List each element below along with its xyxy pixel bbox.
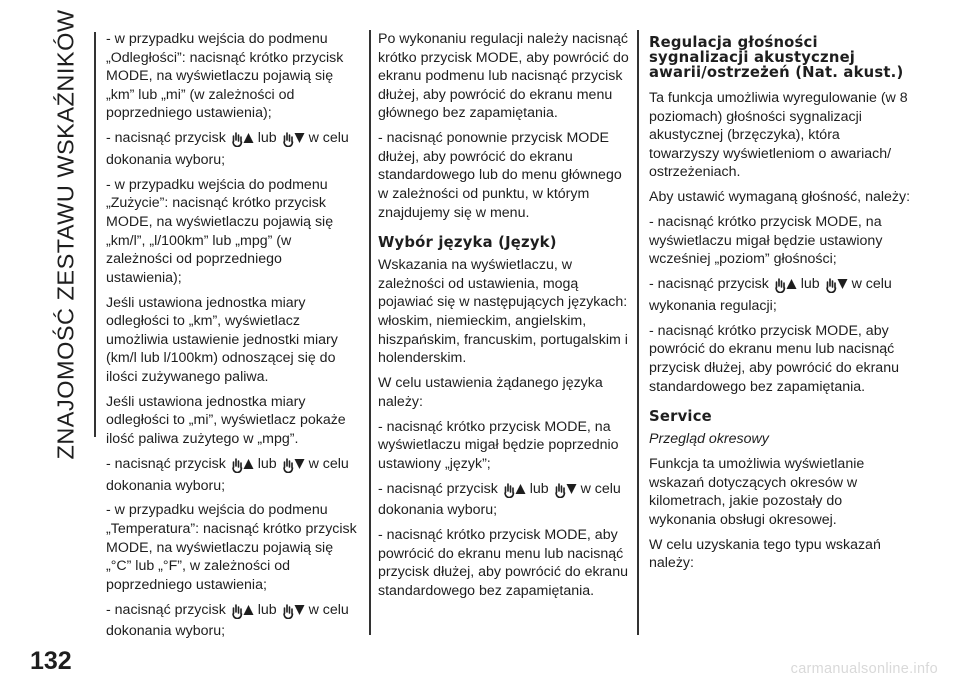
mode-up-button-icon xyxy=(231,604,254,623)
paragraph-button-instruction: - nacisnąć przycisk lub w celu dokonania wyboru; xyxy=(106,130,349,168)
sidebar-divider xyxy=(94,32,96,437)
paragraph: Jeśli ustawiona jednostka miary odległości to „km”, wyświetlacz umożliwia ustawienie jednostki miary (km/l lub l/100km) odnoszącej się do ilości zużywanego paliwa. xyxy=(106,294,338,385)
paragraph: - nacisnąć krótko przycisk MODE, na wyświetlaczu migał będzie ustawiony wcześniej „poziom” głośności; xyxy=(649,214,883,268)
mode-down-button-icon xyxy=(282,132,305,151)
mode-up-button-icon xyxy=(774,278,797,297)
watermark: carmanualsonline.info xyxy=(790,661,938,677)
paragraph-button-instruction: - nacisnąć przycisk lub w celu dokonania wyboru; xyxy=(378,480,621,519)
mode-down-button-icon xyxy=(554,483,577,502)
paragraph: Funkcja ta umożliwia wyświetlanie wskazań dotyczących okresów w kilometrach, jakie pozostały do wykonania obsługi okresowej. xyxy=(649,455,865,528)
paragraph: W celu uzyskania tego typu wskazań należy: xyxy=(649,536,881,572)
paragraph: Aby ustawić wymaganą głośność, należy: xyxy=(649,189,911,206)
mode-up-button-icon xyxy=(231,458,254,477)
text-column-2 xyxy=(378,30,631,607)
paragraph: - nacisnąć krótko przycisk MODE, na wyświetlaczu migał będzie poprzednio ustawiony „język”; xyxy=(378,418,619,472)
paragraph: - nacisnąć krótko przycisk MODE, aby powrócić do ekranu menu lub nacisnąć przycisk dłużej, aby powrócić do ekranu standardowego bez zapamiętania. xyxy=(378,527,628,599)
section-heading-buzzer-volume: Regulacja głośności sygnalizacji akustycznej awarii/ostrzeżeń (Nat. akust.) xyxy=(649,34,904,81)
section-heading-service: Service xyxy=(649,408,712,426)
paragraph: - nacisnąć ponownie przycisk MODE dłużej, aby powrócić do ekranu standardowego lub do menu głównego w zależności od punktu, w którym znajdujemy się w menu. xyxy=(378,130,622,221)
paragraph: - w przypadku wejścia do podmenu „Temperatura”: nacisnąć krótko przycisk MODE, na wyświetlaczu pojawią się „°C” lub „°F”, w zależności od poprzedniego ustawienia; xyxy=(106,502,357,593)
paragraph: - nacisnąć krótko przycisk MODE, aby powrócić do ekranu menu lub nacisnąć przycisk dłużej, aby powrócić do ekranu standardowego bez zapamiętania. xyxy=(649,322,899,395)
page-number: 132 xyxy=(30,647,72,675)
paragraph: Ta funkcja umożliwia wyregulowanie (w 8 poziomach) głośności sygnalizacji akustycznej (brzęczyka), która towarzyszy wyświetleniom o awariach/ ostrzeżeniach. xyxy=(649,90,908,181)
paragraph: Jeśli ustawiona jednostka miary odległości to „mi”, wyświetlacz pokaże ilość paliwa zużytego w „mpg”. xyxy=(106,393,346,448)
paragraph-button-instruction: - nacisnąć przycisk lub w celu wykonania regulacji; xyxy=(649,276,892,314)
paragraph: W celu ustawienia żądanego języka należy: xyxy=(378,375,603,410)
mode-down-button-icon xyxy=(282,458,305,477)
mode-down-button-icon xyxy=(825,278,848,297)
paragraph: - w przypadku wejścia do podmenu „Zużycie”: nacisnąć krótko przycisk MODE, na wyświetlaczu pojawią się „km/l”, „l/100km” lub „mpg” (w zależności od poprzedniego ustawienia); xyxy=(106,176,334,286)
paragraph-button-instruction: - nacisnąć przycisk lub w celu dokonania wyboru; xyxy=(106,601,349,640)
subheading-periodic-service: Przegląd okresowy xyxy=(649,431,769,448)
section-heading-language: Wybór języka (Język) xyxy=(378,234,557,252)
paragraph: Po wykonaniu regulacji należy nacisnąć krótko przycisk MODE, aby powrócić do ekranu podmenu lub nacisnąć przycisk dłużej, aby powrócić do ekranu menu głównego bez zapamiętania. xyxy=(378,31,629,122)
mode-up-button-icon xyxy=(503,483,526,502)
paragraph: Wskazania na wyświetlaczu, w zależności od ustawienia, mogą pojawiać się w następujących językach: włoskim, niemieckim, angielskim, hiszpańskim, francuskim, portugalskim i holenderskim. xyxy=(378,257,628,367)
paragraph-button-instruction: - nacisnąć przycisk lub w celu dokonania wyboru; xyxy=(106,455,349,494)
mode-up-button-icon xyxy=(231,132,254,151)
column-divider-2 xyxy=(637,30,639,635)
paragraph: - w przypadku wejścia do podmenu „Odległości”: nacisnąć krótko przycisk MODE, na wyświetlaczu pojawią się „km” lub „mi” (w zależności od poprzedniego ustawienia); xyxy=(106,31,344,122)
mode-down-button-icon xyxy=(282,604,305,623)
text-column-3 xyxy=(649,30,911,579)
section-sidebar-title: ZNAJOMOŚĆ ZESTAWU WSKAŹNIKÓW xyxy=(52,9,79,460)
text-column-1 xyxy=(106,30,360,647)
column-divider-1 xyxy=(369,30,371,635)
